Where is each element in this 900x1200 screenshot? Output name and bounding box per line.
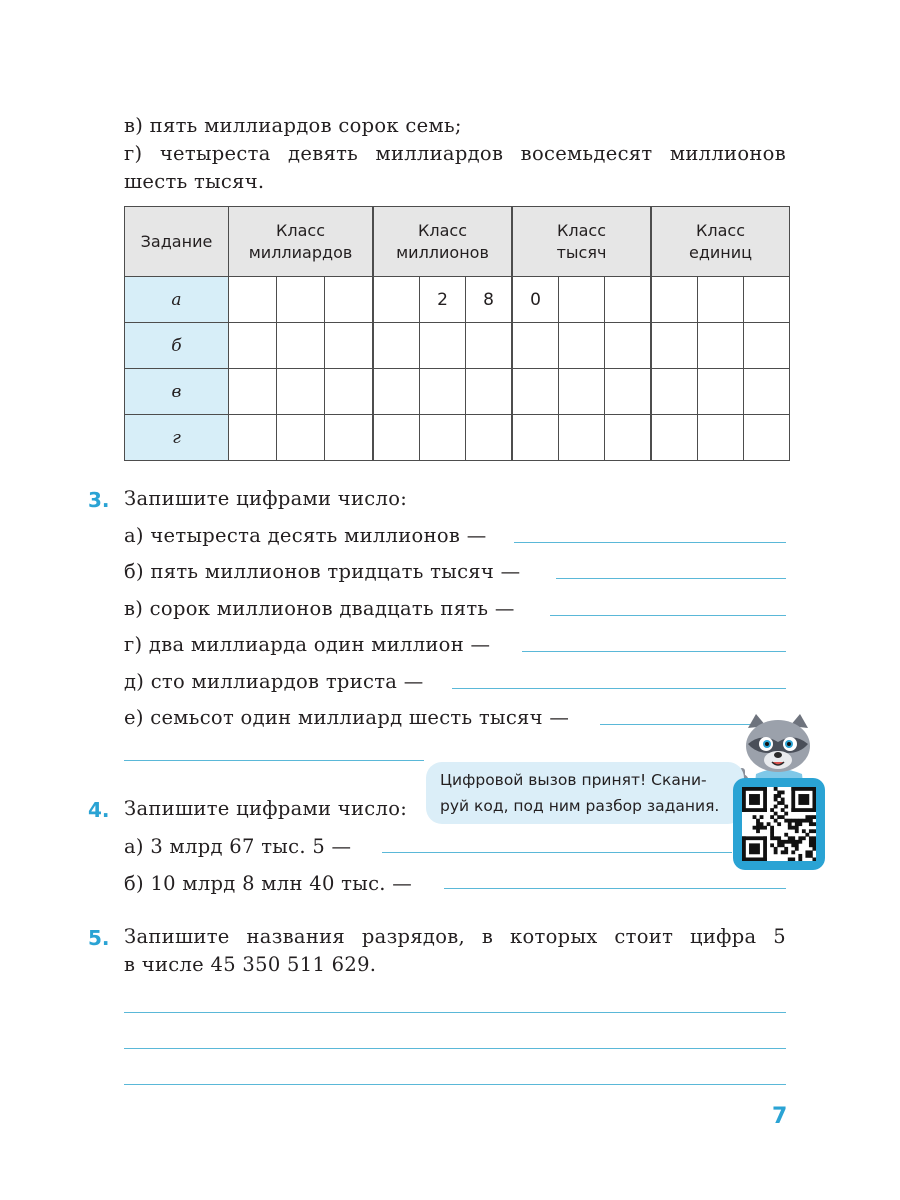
qr-card[interactable] bbox=[733, 778, 825, 870]
digital-challenge-bubble bbox=[426, 762, 744, 824]
task2-item-g-line2: шесть тысяч. bbox=[124, 170, 265, 193]
digit-cell[interactable] bbox=[651, 277, 698, 323]
header-thousands-line2: тысяч bbox=[556, 242, 607, 262]
digit-cell[interactable] bbox=[324, 323, 373, 369]
header-task bbox=[125, 207, 229, 277]
row-label: а bbox=[125, 277, 229, 323]
header-units-line2: единиц bbox=[688, 242, 753, 262]
task5-answer-line-3[interactable] bbox=[124, 1084, 786, 1085]
digit-cell[interactable] bbox=[324, 277, 373, 323]
header-billions-line1: Класс bbox=[276, 220, 325, 240]
digit-cell[interactable] bbox=[324, 369, 373, 415]
page-number: 7 bbox=[772, 1104, 788, 1129]
task3-answer-line-v[interactable] bbox=[550, 615, 786, 616]
digit-cell[interactable] bbox=[229, 323, 277, 369]
digit-cell[interactable] bbox=[698, 323, 744, 369]
digit-cell[interactable] bbox=[698, 277, 744, 323]
task3-answer-line-a[interactable] bbox=[514, 542, 786, 543]
header-thousands bbox=[512, 207, 651, 277]
task4-number: 4. bbox=[88, 798, 110, 822]
task4-answer-line-a[interactable] bbox=[382, 852, 732, 853]
header-millions-line2: миллионов bbox=[396, 242, 489, 262]
digit-cell[interactable] bbox=[373, 277, 420, 323]
task3-answer-line-g[interactable] bbox=[522, 651, 786, 652]
header-units-line1: Класс bbox=[696, 220, 745, 240]
digit-cell[interactable]: 2 bbox=[420, 277, 466, 323]
digit-cell[interactable] bbox=[276, 369, 324, 415]
table-row bbox=[125, 277, 790, 323]
task3-item-e: е) семьсот один миллиард шесть тысяч — bbox=[124, 706, 570, 729]
digit-cell[interactable] bbox=[744, 369, 790, 415]
digit-cell[interactable] bbox=[512, 369, 559, 415]
digit-cell[interactable] bbox=[605, 369, 652, 415]
task2-item-v: в) пять миллиардов сорок семь; bbox=[124, 114, 462, 137]
row-label: в bbox=[125, 369, 229, 415]
table-row bbox=[125, 415, 790, 461]
task2-item-g-line1: г) четыреста девять миллиардов восемьдесят миллионов bbox=[124, 142, 786, 165]
digit-cell[interactable] bbox=[276, 415, 324, 461]
digit-cell[interactable] bbox=[466, 369, 513, 415]
header-task-label: Задание bbox=[140, 231, 213, 251]
digit-cell[interactable] bbox=[512, 323, 559, 369]
digit-cell[interactable] bbox=[229, 415, 277, 461]
task4-item-b: б) 10 млрд 8 млн 40 тыс. — bbox=[124, 872, 413, 895]
task5-answer-line-2[interactable] bbox=[124, 1048, 786, 1049]
header-units bbox=[651, 207, 790, 277]
table-header-row bbox=[125, 207, 790, 277]
digit-cell[interactable] bbox=[651, 323, 698, 369]
task3-item-b: б) пять миллионов тридцать тысяч — bbox=[124, 560, 521, 583]
digit-cell[interactable] bbox=[651, 369, 698, 415]
digit-cell[interactable] bbox=[466, 323, 513, 369]
row-label: б bbox=[125, 323, 229, 369]
digit-cell[interactable] bbox=[605, 277, 652, 323]
task5-text-line2: в числе 45 350 511 629. bbox=[124, 953, 377, 976]
task4-item-a: а) 3 млрд 67 тыс. 5 — bbox=[124, 835, 352, 858]
digit-class-table bbox=[124, 206, 790, 461]
header-billions-line2: миллиардов bbox=[248, 242, 353, 262]
bubble-line1: Цифровой вызов принят! Скани- bbox=[440, 771, 707, 789]
digit-cell[interactable] bbox=[373, 323, 420, 369]
digit-cell[interactable] bbox=[420, 369, 466, 415]
digit-cell[interactable] bbox=[744, 415, 790, 461]
digit-cell[interactable] bbox=[559, 277, 605, 323]
qr-code-icon[interactable] bbox=[742, 787, 816, 861]
digit-cell[interactable] bbox=[420, 415, 466, 461]
digit-cell[interactable] bbox=[373, 369, 420, 415]
digit-cell[interactable] bbox=[651, 415, 698, 461]
digit-cell[interactable] bbox=[276, 277, 324, 323]
task3-answer-line-b[interactable] bbox=[556, 578, 786, 579]
task3-item-g: г) два миллиарда один миллион — bbox=[124, 633, 491, 656]
digit-cell[interactable] bbox=[229, 369, 277, 415]
task5-text-line1: Запишите названия разрядов, в которых стоит цифра 5 bbox=[124, 925, 786, 948]
digit-cell[interactable] bbox=[512, 415, 559, 461]
task3-item-a: а) четыреста десять миллионов — bbox=[124, 524, 487, 547]
digit-cell[interactable] bbox=[373, 415, 420, 461]
task5-answer-line-1[interactable] bbox=[124, 1012, 786, 1013]
task3-item-v: в) сорок миллионов двадцать пять — bbox=[124, 597, 515, 620]
digit-cell[interactable]: 8 bbox=[466, 277, 513, 323]
row-label: г bbox=[125, 415, 229, 461]
task3-title: Запишите цифрами число: bbox=[124, 487, 408, 510]
digit-cell[interactable] bbox=[559, 323, 605, 369]
task3-number: 3. bbox=[88, 488, 110, 512]
digit-cell[interactable] bbox=[324, 415, 373, 461]
digit-cell[interactable] bbox=[229, 277, 277, 323]
digit-cell[interactable] bbox=[276, 323, 324, 369]
digit-cell[interactable] bbox=[744, 323, 790, 369]
digit-cell[interactable] bbox=[698, 415, 744, 461]
table-row bbox=[125, 323, 790, 369]
digit-cell[interactable]: 0 bbox=[512, 277, 559, 323]
digit-cell[interactable] bbox=[744, 277, 790, 323]
digit-cell[interactable] bbox=[420, 323, 466, 369]
digit-cell[interactable] bbox=[605, 323, 652, 369]
task3-answer-line-d[interactable] bbox=[452, 688, 786, 689]
header-millions bbox=[373, 207, 512, 277]
digit-cell[interactable] bbox=[605, 415, 652, 461]
task4-answer-line-b[interactable] bbox=[444, 888, 786, 889]
digit-cell[interactable] bbox=[698, 369, 744, 415]
digit-cell[interactable] bbox=[466, 415, 513, 461]
bubble-line2: руй код, под ним разбор задания. bbox=[440, 797, 720, 815]
task3-item-d: д) сто миллиардов триста — bbox=[124, 670, 424, 693]
task4-title: Запишите цифрами число: bbox=[124, 797, 408, 820]
task5-number: 5. bbox=[88, 926, 110, 950]
header-billions bbox=[229, 207, 374, 277]
header-millions-line1: Класс bbox=[418, 220, 467, 240]
digit-cell[interactable] bbox=[559, 415, 605, 461]
header-thousands-line1: Класс bbox=[557, 220, 606, 240]
digit-cell[interactable] bbox=[559, 369, 605, 415]
task3-answer-line-e-cont[interactable] bbox=[124, 760, 424, 761]
table-row bbox=[125, 369, 790, 415]
